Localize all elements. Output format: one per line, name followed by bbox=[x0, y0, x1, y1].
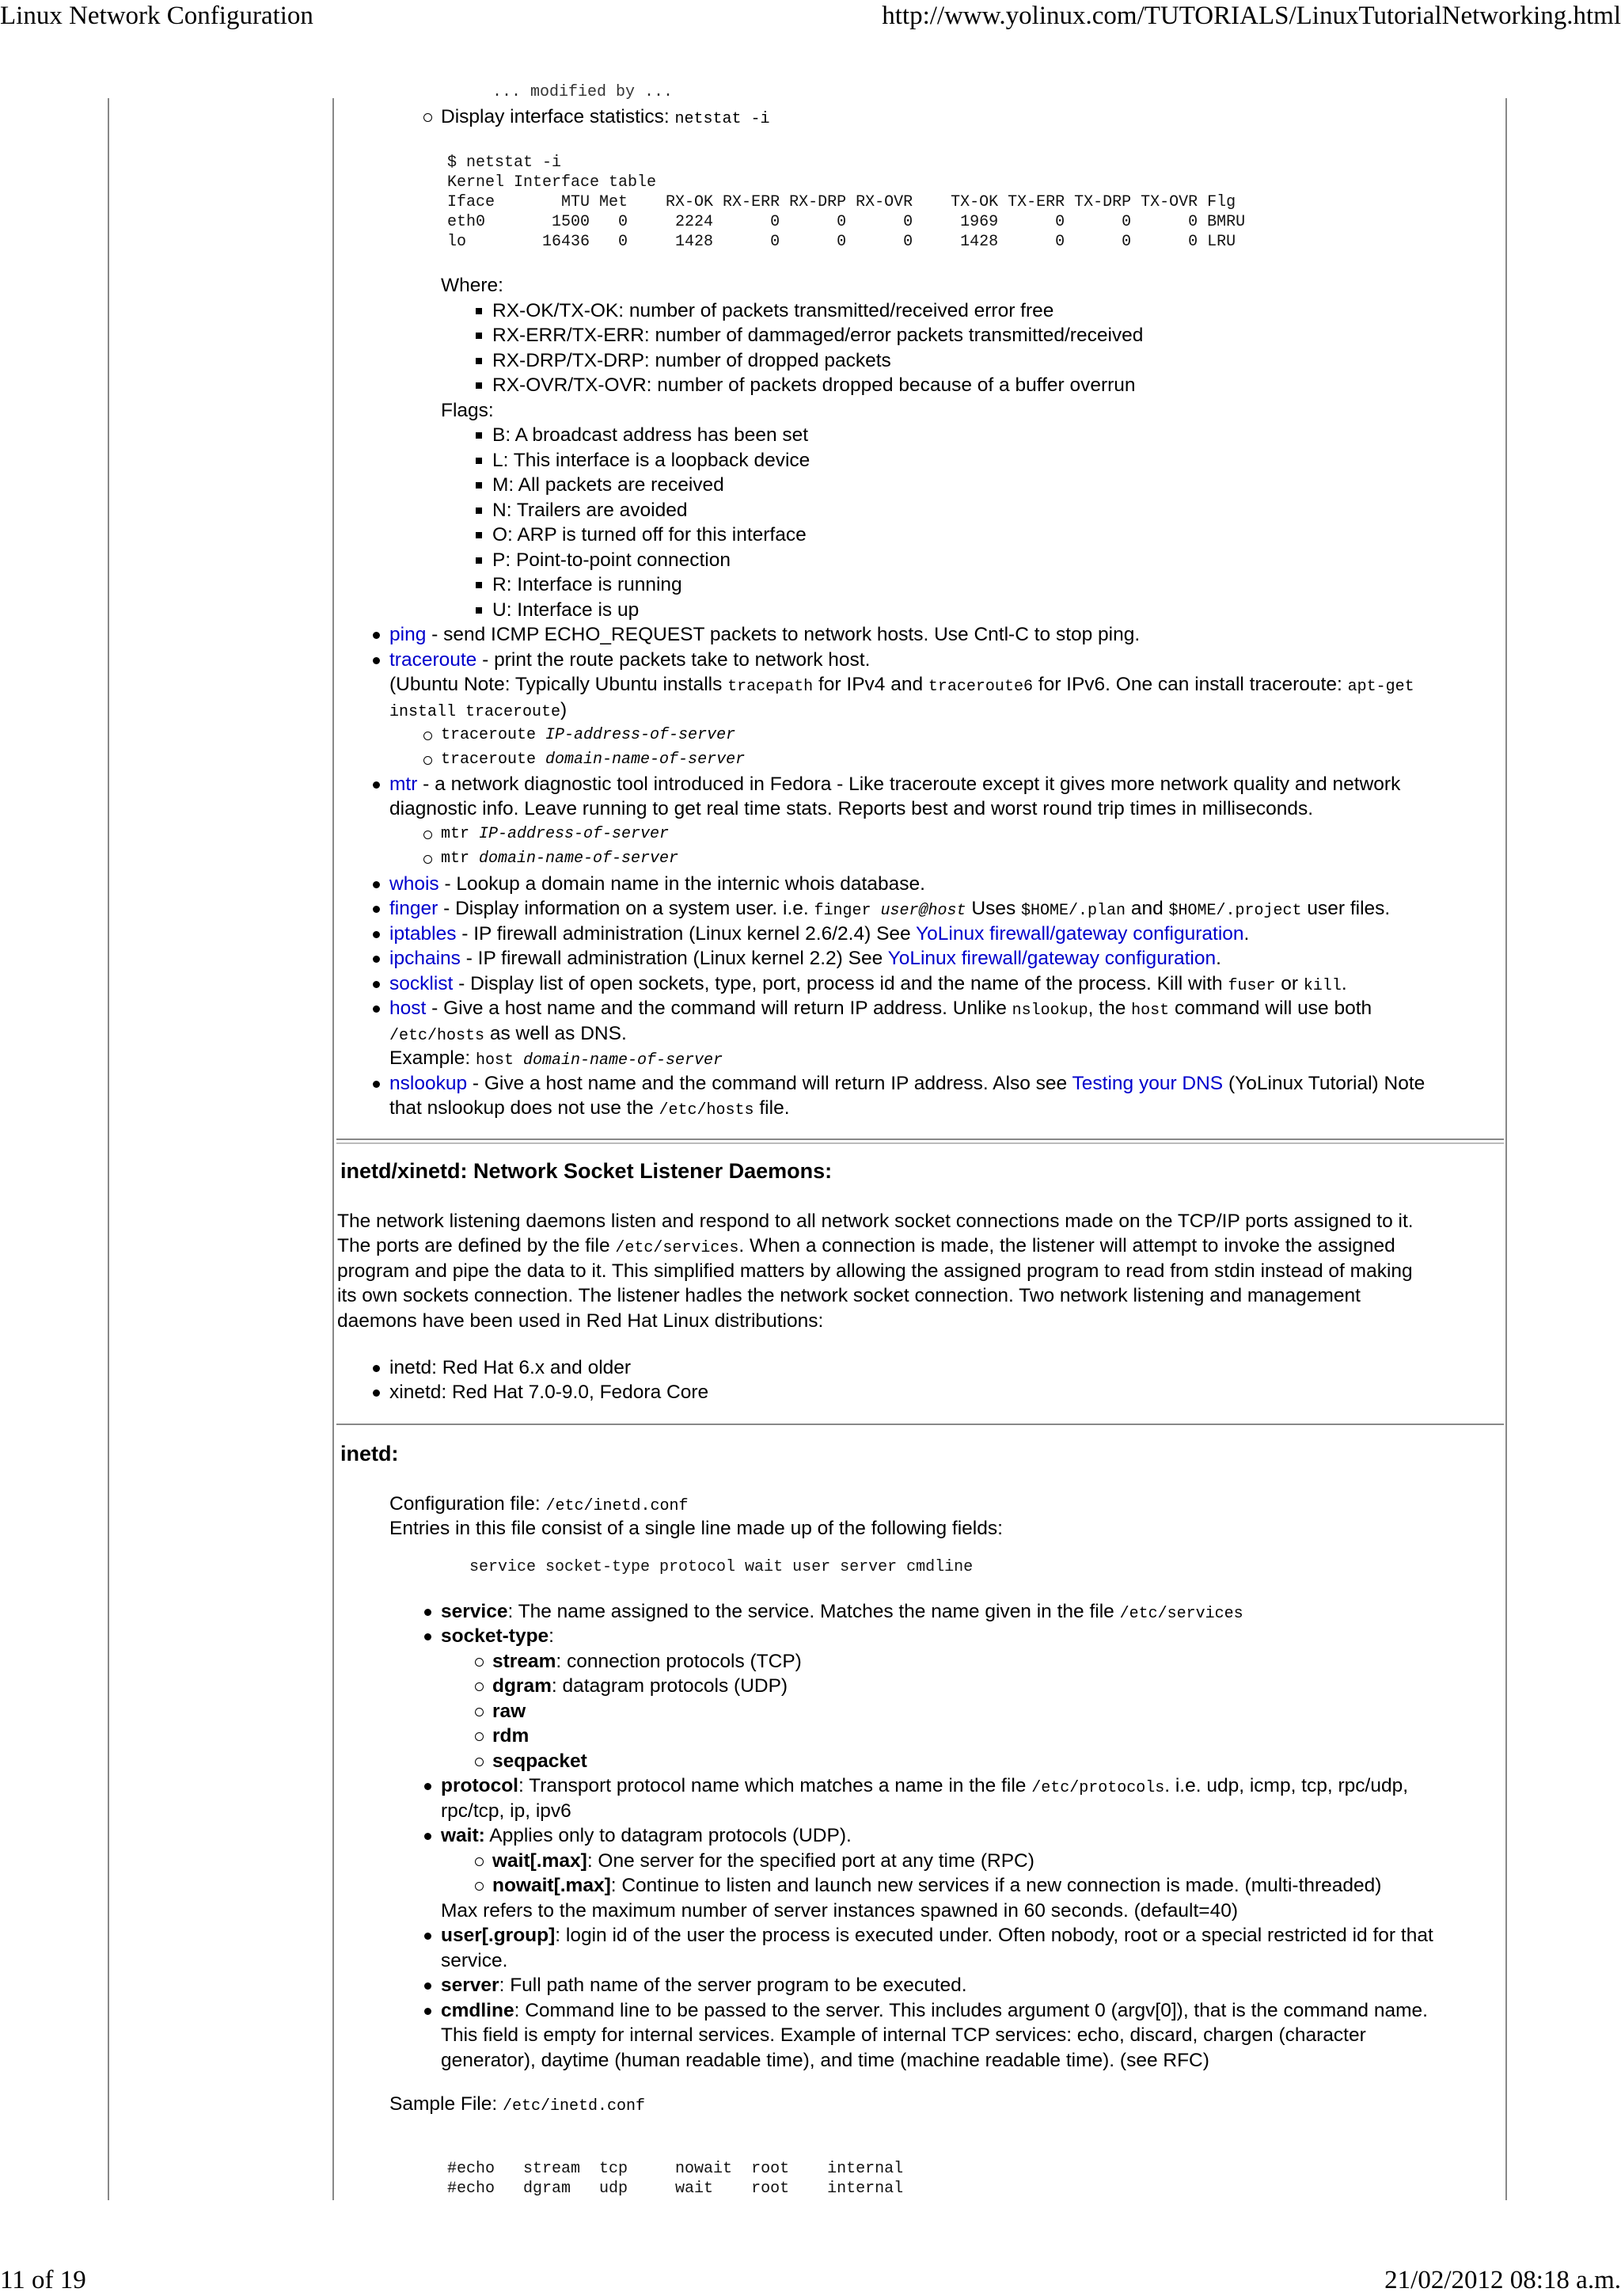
where-item: RX-DRP/TX-DRP: number of dropped packets bbox=[492, 348, 891, 373]
nslookup-desc-cont: that nslookup does not use the /etc/hosts file. bbox=[389, 1097, 790, 1119]
tool-item-mtr bbox=[389, 772, 1400, 796]
traceroute-note: (Ubuntu Note: Typically Ubuntu installs tracepath for IPv4 and traceroute6 for IPv6. One can install traceroute: apt-get bbox=[389, 674, 1414, 696]
section-divider bbox=[336, 1424, 1504, 1425]
page-footer-datetime: 21/02/2012 08:18 a.m. bbox=[1384, 2266, 1621, 2294]
socket-type-item: seqpacket bbox=[492, 1749, 587, 1773]
ipchains-link[interactable]: ipchains bbox=[389, 948, 461, 969]
flag-item: P: Point-to-point connection bbox=[492, 548, 731, 572]
page-footer-number: 11 of 19 bbox=[0, 2266, 86, 2294]
testing-dns-link[interactable]: Testing your DNS bbox=[1072, 1073, 1224, 1094]
mtr-desc-cont: diagnostic info. Leave running to get real time stats. Reports best and worst round trip times in milliseconds. bbox=[389, 798, 1314, 819]
flag-item: M: All packets are received bbox=[492, 473, 724, 497]
page-header-url: http://www.yolinux.com/TUTORIALS/LinuxTutorialNetworking.html bbox=[882, 2, 1621, 30]
field-protocol-cont: rpc/tcp, ip, ipv6 bbox=[441, 1800, 571, 1822]
tool-item-whois bbox=[389, 872, 925, 896]
traceroute-link[interactable]: traceroute bbox=[389, 649, 477, 671]
tool-item-traceroute bbox=[389, 648, 870, 672]
mtr-link[interactable]: mtr bbox=[389, 774, 418, 795]
netstat-item bbox=[441, 105, 770, 131]
field-wait: wait: Applies only to datagram protocols (UDP). bbox=[441, 1823, 852, 1848]
tool-item-ping bbox=[389, 622, 1140, 647]
sample-file-code: #echo stream tcp nowait root internal #echo dgram udp wait root internal bbox=[447, 2160, 904, 2198]
wait-max-note: Max refers to the maximum number of server instances spawned in 60 seconds. (default=40) bbox=[441, 1900, 1239, 1922]
tool-item-finger: finger - Display information on a system user. i.e. finger user@host Uses $HOME/.plan and $HOME/.project user files. bbox=[389, 896, 1390, 923]
where-item: RX-ERR/TX-ERR: number of dammaged/error packets transmitted/received bbox=[492, 323, 1143, 348]
daemons-heading: inetd/xinetd: Network Socket Listener Daemons: bbox=[340, 1159, 833, 1183]
host-desc-cont: /etc/hosts as well as DNS. bbox=[389, 1023, 627, 1045]
traceroute-example: traceroute IP-address-of-server bbox=[441, 723, 735, 747]
socket-type-item: rdm bbox=[492, 1724, 529, 1748]
field-service: service: The name assigned to the service. Matches the name given in the file /etc/services bbox=[441, 1599, 1243, 1626]
whois-link[interactable]: whois bbox=[389, 873, 439, 895]
flag-item: U: Interface is up bbox=[492, 598, 639, 622]
nslookup-link[interactable]: nslookup bbox=[389, 1073, 468, 1094]
flag-item: R: Interface is running bbox=[492, 572, 682, 597]
field-cmdline: cmdline: Command line to be passed to the server. This includes argument 0 (argv[0]), that is the command name. bbox=[441, 1998, 1428, 2023]
socklist-link[interactable]: socklist bbox=[389, 973, 454, 994]
flag-item: N: Trailers are avoided bbox=[492, 498, 687, 523]
where-item: RX-OK/TX-OK: number of packets transmitted/received error free bbox=[492, 298, 1053, 323]
netstat-output: $ netstat -i Kernel Interface table Iface MTU Met RX-OK RX-ERR RX-DRP RX-OVR TX-OK TX-ERR TX-DRP TX-OVR Flg eth0 1500 0 2224 0 0 0 1969 0 0 0 BMRU lo 16436 0 1428 0 0 0 1428 0 0 0 LRU bbox=[447, 154, 1246, 251]
field-protocol: protocol: Transport protocol name which matches a name in the file /etc/protocols. i.e. udp, icmp, tcp, rpc/udp, bbox=[441, 1773, 1408, 1800]
flag-item: O: ARP is turned off for this interface bbox=[492, 523, 807, 547]
daemons-para: daemons have been used in Red Hat Linux distributions: bbox=[337, 1310, 824, 1332]
ping-link[interactable]: ping bbox=[389, 624, 427, 645]
mtr-example: mtr domain-name-of-server bbox=[441, 846, 678, 871]
daemon-item: xinetd: Red Hat 7.0-9.0, Fedora Core bbox=[389, 1380, 708, 1405]
field-user-cont: service. bbox=[441, 1950, 508, 1971]
host-example: Example: host domain-name-of-server bbox=[389, 1047, 723, 1070]
inetd-config-file: Configuration file: /etc/inetd.conf bbox=[389, 1493, 689, 1515]
iptables-link[interactable]: iptables bbox=[389, 923, 457, 945]
netstat-label: Display interface statistics: bbox=[441, 106, 675, 127]
field-user: user[.group]: login id of the user the process is executed under. Often nobody, root or a special restricted id for that bbox=[441, 1923, 1433, 1948]
tool-item-host: host - Give a host name and the command will return IP address. Unlike nslookup, the host command will use both bbox=[389, 996, 1372, 1023]
where-label: Where: bbox=[441, 275, 503, 296]
daemons-para: program and pipe the data to it. This simplified matters by allowing the assigned program to read from stdin instead of making bbox=[337, 1260, 1413, 1282]
ping-desc: - send ICMP ECHO_REQUEST packets to network hosts. Use Cntl-C to stop ping. bbox=[426, 624, 1141, 645]
traceroute-example: traceroute domain-name-of-server bbox=[441, 747, 745, 772]
content-right-border bbox=[1505, 98, 1507, 2200]
flag-item: B: A broadcast address has been set bbox=[492, 423, 808, 447]
flag-item: L: This interface is a loopback device bbox=[492, 448, 810, 473]
finger-link[interactable]: finger bbox=[389, 898, 438, 919]
content-left-border bbox=[332, 98, 334, 2200]
traceroute-desc: - print the route packets take to network host. bbox=[476, 649, 871, 671]
firewall-config-link[interactable]: YoLinux firewall/gateway configuration bbox=[887, 948, 1217, 969]
field-cmdline-cont: generator), daytime (human readable time), and time (machine readable time). (see RFC) bbox=[441, 2050, 1209, 2071]
field-server: server: Full path name of the server program to be executed. bbox=[441, 1973, 967, 1998]
inetd-entries-text: Entries in this file consist of a single line made up of the following fields: bbox=[389, 1518, 1003, 1539]
tool-item-nslookup: nslookup - Give a host name and the command will return IP address. Also see Testing your DNS (YoLinux Tutorial) Note bbox=[389, 1071, 1425, 1096]
cut-off-line: ... modified by ... bbox=[492, 83, 674, 99]
section-divider bbox=[336, 1142, 1504, 1144]
whois-desc: - Lookup a domain name in the internic whois database. bbox=[438, 873, 925, 895]
frame-left-border bbox=[108, 98, 109, 2200]
tool-item-iptables: iptables - IP firewall administration (Linux kernel 2.6/2.4) See YoLinux firewall/gateway configuration. bbox=[389, 922, 1249, 946]
flags-label: Flags: bbox=[441, 400, 494, 421]
mtr-example: mtr IP-address-of-server bbox=[441, 822, 669, 846]
field-socket-type: socket-type: bbox=[441, 1624, 554, 1648]
daemon-item: inetd: Red Hat 6.x and older bbox=[389, 1355, 631, 1380]
daemons-para: its own sockets connection. The listener hadles the network socket connection. Two network listening and management bbox=[337, 1285, 1361, 1306]
daemons-para: The network listening daemons listen and respond to all network socket connections made on the TCP/IP ports assigned to it. bbox=[337, 1211, 1414, 1232]
inetd-fields-line: service socket-type protocol wait user server cmdline bbox=[469, 1558, 974, 1576]
field-cmdline-cont: This field is empty for internal services. Example of internal TCP services: echo, discard, chargen (character bbox=[441, 2024, 1366, 2046]
page-header-title: Linux Network Configuration bbox=[0, 2, 313, 30]
mtr-desc: - a network diagnostic tool introduced in Fedora - Like traceroute except it gives more network quality and network bbox=[417, 774, 1401, 795]
inetd-heading: inetd: bbox=[340, 1442, 399, 1465]
socket-type-item: stream: connection protocols (TCP) bbox=[492, 1649, 802, 1674]
host-link[interactable]: host bbox=[389, 998, 427, 1019]
wait-option: wait[.max]: One server for the specified port at any time (RPC) bbox=[492, 1849, 1034, 1873]
firewall-config-link[interactable]: YoLinux firewall/gateway configuration bbox=[916, 923, 1244, 945]
sample-file-label: Sample File: /etc/inetd.conf bbox=[389, 2093, 645, 2115]
wait-option: nowait[.max]: Continue to listen and launch new services if a new connection is made. (multi-threaded) bbox=[492, 1873, 1381, 1898]
tool-item-ipchains: ipchains - IP firewall administration (Linux kernel 2.2) See YoLinux firewall/gateway configuration. bbox=[389, 946, 1221, 971]
daemons-para: The ports are defined by the file /etc/services. When a connection is made, the listener will attempt to invoke the assigned bbox=[337, 1235, 1395, 1257]
tool-item-socklist: socklist - Display list of open sockets, type, port, process id and the name of the process. Kill with fuser or kill. bbox=[389, 971, 1347, 998]
netstat-cmd: netstat -i bbox=[674, 110, 770, 128]
traceroute-note-cont: install traceroute) bbox=[389, 699, 568, 721]
socket-type-item: raw bbox=[492, 1699, 526, 1724]
section-divider bbox=[336, 1138, 1504, 1140]
socket-type-item: dgram: datagram protocols (UDP) bbox=[492, 1674, 788, 1698]
where-item: RX-OVR/TX-OVR: number of packets dropped because of a buffer overrun bbox=[492, 373, 1136, 397]
